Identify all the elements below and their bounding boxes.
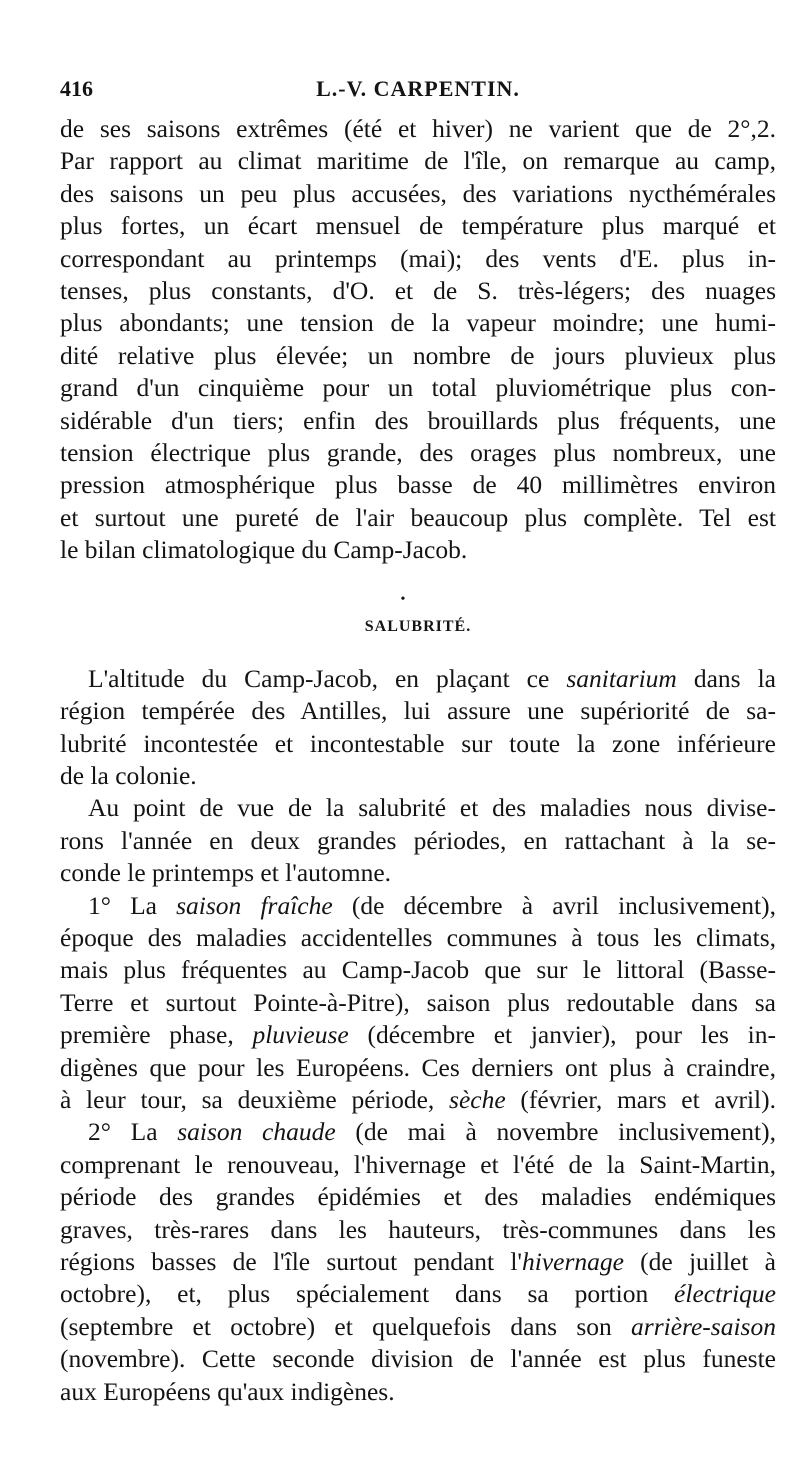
text-run: octobre), et, plus spécialement dans sa portion (60, 1279, 675, 1309)
text-line (60, 1311, 776, 1343)
text-run: (septembre et octobre) et quelquefois dans son (60, 1311, 632, 1341)
text-line: dité relative plus élevée; un nombre de jours pluvieux plus (60, 340, 776, 370)
text-line: plus fortes, un écart mensuel de température plus marqué et (60, 211, 776, 241)
text-line: tension électrique plus grande, des orages plus nombreux, une (60, 438, 776, 468)
text-line (60, 663, 776, 695)
text-line: des saisons un peu plus accusées, des variations nycthémérales (60, 178, 776, 208)
text-line: Terre et surtout Pointe-à-Pitre), saison plus redoutable dans sa (60, 987, 776, 1017)
italic-term: pluvieuse (252, 1020, 349, 1050)
text-line: plus abondants; une tension de la vapeur moindre; une humi- (60, 308, 776, 338)
text-line: région tempérée des Antilles, lui assure une supériorité de sa- (60, 696, 776, 726)
page-number: 416 (60, 76, 93, 101)
italic-term: sanitarium (566, 663, 677, 693)
italic-term: électrique (674, 1279, 776, 1309)
italic-term: hivernage (522, 1247, 624, 1276)
text-line: période des grandes épidémies et des maladies endémiques (60, 1182, 776, 1212)
text-line: de ses saisons extrêmes (été et hiver) ne varient que de 2°,2. (60, 114, 776, 143)
text-line (60, 1278, 776, 1310)
paragraph-altitude (60, 663, 776, 793)
text-line: correspondant au printemps (mai); des vents d'E. plus in- (60, 243, 776, 273)
text-line: rons l'année en deux grandes périodes, en rattachant à la se- (60, 825, 776, 855)
text-line: tenses, plus constants, d'O. et de S. très-légers; des nuages (60, 276, 776, 306)
text-line: lubrité incontestée et incontestable sur toute la zone inférieure (60, 728, 776, 758)
text-run: 2° La (88, 1117, 178, 1147)
text-line: mais plus fréquentes au Camp-Jacob que sur le littoral (Basse- (60, 955, 776, 985)
text-line: graves, très-rares dans les hauteurs, très-communes dans les (60, 1214, 776, 1244)
text-line (60, 1116, 776, 1148)
text-run: dans la (676, 663, 776, 693)
paragraph-periods (60, 792, 776, 889)
text-line: pression atmosphérique plus basse de 40 millimètres environ (60, 470, 776, 500)
text-line: aux Européens qu'aux indigènes. (60, 1376, 395, 1406)
text-line: le bilan climatologique du Camp-Jacob. (60, 535, 468, 565)
italic-term: saison fraîche (176, 890, 333, 920)
text-run: (décembre et janvier), pour les in- (348, 1020, 776, 1050)
paragraph-climate-summary (60, 113, 776, 567)
page-header (60, 76, 776, 112)
page-body (60, 113, 776, 1408)
text-line: conde le printemps et l'automne. (60, 858, 392, 888)
text-line: (novembre). Cette seconde division de l'année est plus funeste (60, 1344, 776, 1374)
stray-dot: • (400, 591, 406, 607)
paragraph-cool-season (60, 890, 776, 1117)
italic-term: saison chaude (177, 1117, 336, 1147)
text-line (60, 890, 776, 922)
paragraph-hot-season (60, 1116, 776, 1408)
text-line: digènes que pour les Européens. Ces derniers ont plus à craindre, (60, 1052, 776, 1082)
text-line (60, 1084, 776, 1116)
text-run: (de mai à novembre inclusivement), (335, 1117, 776, 1147)
text-line: et surtout une pureté de l'air beaucoup plus complète. Tel est (60, 502, 776, 532)
text-line: de la colonie. (60, 760, 197, 790)
text-line: sidérable d'un tiers; enfin des brouillards plus fréquents, une (60, 405, 776, 435)
running-head: L.-V. CARPENTIN. (316, 76, 520, 101)
text-run: (de décembre à avril inclusivement), (332, 890, 777, 920)
section-title: SALUBRITÉ. (364, 617, 472, 635)
text-run: 1° La (88, 890, 177, 920)
text-line: grand d'un cinquième pour un total pluviométrique plus con- (60, 373, 776, 403)
text-line (60, 1019, 776, 1051)
text-line: Au point de vue de la salubrité et des maladies nous divise- (88, 793, 776, 823)
text-run: à leur tour, sa deuxième période, (60, 1084, 450, 1114)
italic-term: arrière-saison (631, 1311, 776, 1341)
text-line: Par rapport au climat maritime de l'île, on remarque au camp, (60, 146, 776, 176)
italic-term: sèche (449, 1084, 506, 1114)
text-line: comprenant le renouveau, l'hivernage et l'été de la Saint-Martin, (60, 1149, 776, 1179)
text-run: L'altitude du Camp-Jacob, en plaçant ce (88, 663, 567, 693)
text-line (60, 1246, 776, 1278)
text-run: régions basses de l'île surtout pendant l' (60, 1247, 522, 1276)
text-run: (de juillet à (623, 1247, 776, 1276)
text-line: époque des maladies accidentelles communes à tous les climats, (60, 922, 776, 952)
text-run: première phase, (60, 1020, 253, 1050)
text-run: (février, mars et avril). (505, 1084, 776, 1114)
